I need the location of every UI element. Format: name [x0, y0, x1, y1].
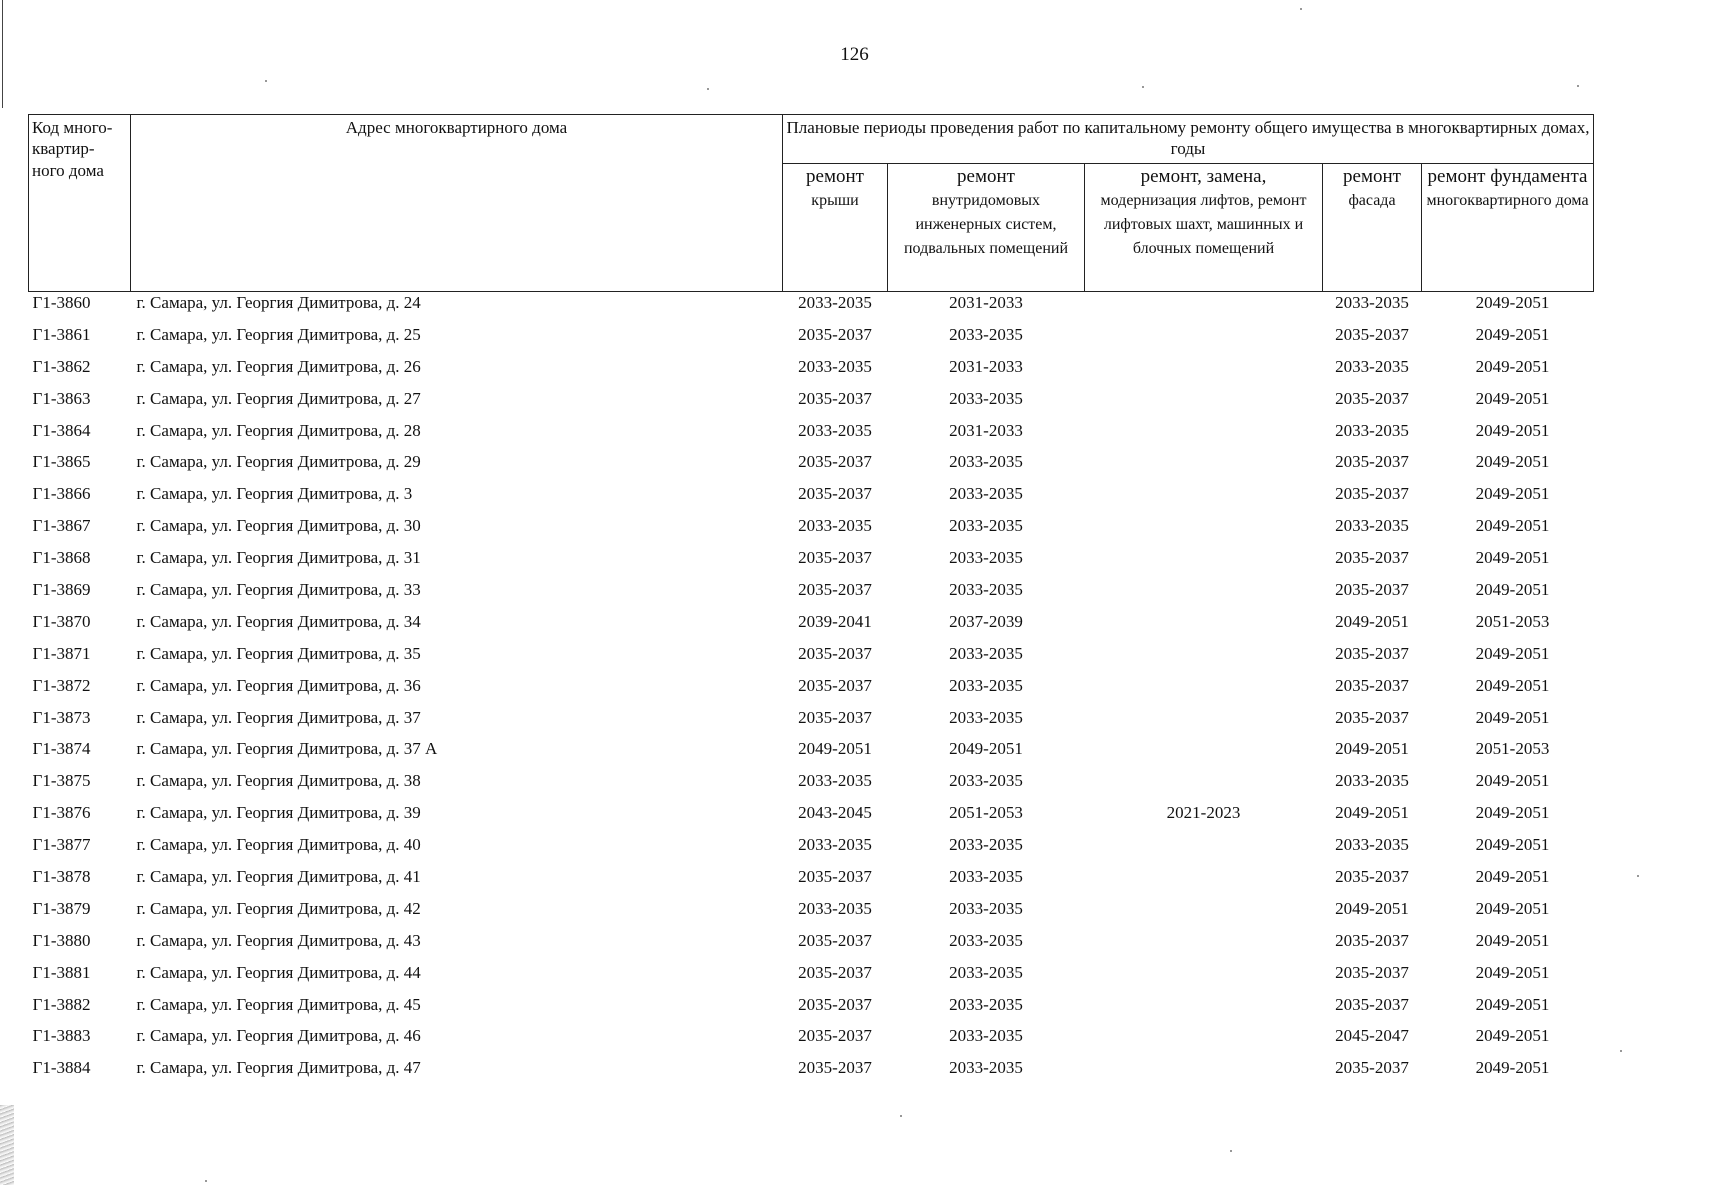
header-lifts	[1085, 164, 1323, 292]
cell-facade-repair: 2035-2037	[1335, 962, 1409, 982]
header-engineering-line1: ремонт	[957, 166, 1015, 187]
table-row	[29, 643, 1594, 675]
cell-lifts-repair	[1085, 1025, 1323, 1057]
cell-foundation-repair: 2049-2051	[1475, 1058, 1550, 1078]
table-row	[29, 483, 1594, 515]
cell-code: Г1-3862	[32, 356, 91, 376]
cell-foundation-repair: 2049-2051	[1475, 675, 1550, 695]
table-row	[29, 1025, 1594, 1057]
cell-facade-repair: 2035-2037	[1335, 1058, 1409, 1078]
cell-facade-repair: 2033-2035	[1335, 516, 1409, 536]
cell-address: г. Самара, ул. Георгия Димитрова, д. 37	[136, 707, 421, 727]
cell-foundation-repair: 2049-2051	[1475, 835, 1550, 855]
table-row	[29, 1057, 1594, 1089]
cell-address: г. Самара, ул. Георгия Димитрова, д. 29	[136, 452, 421, 472]
cell-foundation-repair: 2049-2051	[1475, 1026, 1550, 1046]
cell-foundation-repair: 2051-2053	[1475, 611, 1550, 631]
cell-lifts-repair	[1085, 962, 1323, 994]
cell-address: г. Самара, ул. Георгия Димитрова, д. 25	[136, 324, 421, 344]
scan-speck	[1142, 86, 1144, 88]
cell-roof-repair: 2035-2037	[798, 324, 872, 344]
cell-code: Г1-3864	[32, 420, 91, 440]
cell-code: Г1-3871	[32, 643, 91, 663]
cell-lifts-repair	[1085, 994, 1323, 1026]
header-planned-periods: Плановые периоды проведения работ по капитальному ремонту общего имущества в многоквартирных домах, годы	[783, 115, 1594, 164]
table-row	[29, 994, 1594, 1026]
cell-foundation-repair: 2049-2051	[1475, 388, 1550, 408]
cell-lifts-repair	[1085, 388, 1323, 420]
cell-engineering-repair: 2033-2035	[949, 898, 1023, 918]
cell-roof-repair: 2035-2037	[798, 1058, 872, 1078]
cell-facade-repair: 2049-2051	[1335, 898, 1409, 918]
cell-facade-repair: 2035-2037	[1335, 324, 1409, 344]
cell-engineering-repair: 2031-2033	[949, 293, 1023, 312]
table-row	[29, 802, 1594, 834]
cell-roof-repair: 2035-2037	[798, 580, 872, 600]
cell-facade-repair: 2035-2037	[1335, 675, 1409, 695]
cell-facade-repair: 2035-2037	[1335, 452, 1409, 472]
cell-lifts-repair	[1085, 898, 1323, 930]
cell-foundation-repair: 2049-2051	[1475, 293, 1550, 312]
header-engineering-line2: внутридомовых инженерных систем, подвальных помещений	[903, 191, 1068, 257]
cell-code: Г1-3872	[32, 675, 91, 695]
cell-engineering-repair: 2033-2035	[949, 324, 1023, 344]
cell-engineering-repair: 2033-2035	[949, 867, 1023, 887]
header-code: Код много-квартир-ного дома	[29, 115, 131, 292]
cell-roof-repair: 2033-2035	[798, 420, 872, 440]
cell-engineering-repair: 2033-2035	[949, 452, 1023, 472]
cell-address: г. Самара, ул. Георгия Димитрова, д. 39	[136, 803, 421, 823]
cell-code: Г1-3880	[32, 930, 91, 950]
table-row	[29, 579, 1594, 611]
cell-address: г. Самара, ул. Георгия Димитрова, д. 44	[136, 962, 421, 982]
cell-address: г. Самара, ул. Георгия Димитрова, д. 47	[136, 1058, 421, 1078]
header-roof	[783, 164, 888, 292]
table-row	[29, 451, 1594, 483]
cell-roof-repair: 2035-2037	[798, 484, 872, 504]
header-lifts-line2: модернизация лифтов, ремонт лифтовых шахт, машинных и блочных помещений	[1100, 191, 1307, 257]
cell-lifts-repair	[1085, 707, 1323, 739]
cell-address: г. Самара, ул. Георгия Димитрова, д. 36	[136, 675, 421, 695]
cell-foundation-repair: 2049-2051	[1475, 771, 1550, 791]
cell-lifts-repair: 2021-2023	[1166, 803, 1241, 823]
cell-roof-repair: 2035-2037	[798, 388, 872, 408]
cell-roof-repair: 2039-2041	[798, 611, 872, 631]
cell-code: Г1-3879	[32, 898, 91, 918]
table-row	[29, 611, 1594, 643]
cell-code: Г1-3870	[32, 611, 91, 631]
cell-code: Г1-3865	[32, 452, 91, 472]
cell-foundation-repair: 2049-2051	[1475, 452, 1550, 472]
cell-address: г. Самара, ул. Георгия Димитрова, д. 30	[136, 516, 421, 536]
cell-roof-repair: 2033-2035	[798, 516, 872, 536]
scan-edge-artifact	[0, 1105, 14, 1185]
cell-engineering-repair: 2051-2053	[949, 803, 1023, 823]
cell-facade-repair: 2035-2037	[1335, 707, 1409, 727]
cell-code: Г1-3875	[32, 771, 91, 791]
cell-code: Г1-3877	[32, 835, 91, 855]
cell-lifts-repair	[1085, 930, 1323, 962]
cell-lifts-repair	[1085, 515, 1323, 547]
scan-speck	[265, 80, 267, 82]
header-facade-line2: фасада	[1348, 191, 1396, 209]
cell-code: Г1-3884	[32, 1058, 91, 1078]
table-row	[29, 738, 1594, 770]
cell-code: Г1-3873	[32, 707, 91, 727]
cell-address: г. Самара, ул. Георгия Димитрова, д. 31	[136, 548, 421, 568]
cell-code: Г1-3869	[32, 580, 91, 600]
scan-speck	[1577, 85, 1579, 87]
cell-address: г. Самара, ул. Георгия Димитрова, д. 45	[136, 994, 421, 1014]
cell-code: Г1-3883	[32, 1026, 91, 1046]
cell-lifts-repair	[1085, 1057, 1323, 1089]
cell-lifts-repair	[1085, 356, 1323, 388]
cell-code: Г1-3874	[32, 739, 91, 759]
cell-address: г. Самара, ул. Георгия Димитрова, д. 24	[136, 293, 421, 312]
cell-address: г. Самара, ул. Георгия Димитрова, д. 46	[136, 1026, 421, 1046]
scan-speck	[1230, 1150, 1232, 1152]
cell-roof-repair: 2043-2045	[798, 803, 872, 823]
cell-roof-repair: 2035-2037	[798, 962, 872, 982]
cell-foundation-repair: 2049-2051	[1475, 420, 1550, 440]
header-roof-line1: ремонт	[806, 166, 864, 187]
cell-roof-repair: 2035-2037	[798, 867, 872, 887]
cell-lifts-repair	[1085, 420, 1323, 452]
cell-code: Г1-3861	[32, 324, 91, 344]
cell-engineering-repair: 2037-2039	[949, 611, 1023, 631]
cell-engineering-repair: 2033-2035	[949, 1026, 1023, 1046]
cell-foundation-repair: 2049-2051	[1475, 707, 1550, 727]
cell-roof-repair: 2049-2051	[798, 739, 872, 759]
table-row	[29, 834, 1594, 866]
cell-engineering-repair: 2033-2035	[949, 835, 1023, 855]
header-lifts-line1: ремонт, замена,	[1140, 166, 1267, 187]
table-row	[29, 292, 1594, 324]
cell-facade-repair: 2049-2051	[1335, 739, 1409, 759]
table-row	[29, 962, 1594, 994]
cell-address: г. Самара, ул. Георгия Димитрова, д. 26	[136, 356, 421, 376]
cell-roof-repair: 2035-2037	[798, 675, 872, 695]
cell-code: Г1-3882	[32, 994, 91, 1014]
cell-address: г. Самара, ул. Георгия Димитрова, д. 27	[136, 388, 421, 408]
cell-engineering-repair: 2031-2033	[949, 356, 1023, 376]
cell-roof-repair: 2035-2037	[798, 548, 872, 568]
cell-engineering-repair: 2033-2035	[949, 1058, 1023, 1078]
header-foundation-line1: ремонт фундамента	[1427, 166, 1588, 187]
cell-lifts-repair	[1085, 324, 1323, 356]
cell-address: г. Самара, ул. Георгия Димитрова, д. 3	[136, 484, 413, 504]
scan-speck	[1637, 875, 1639, 877]
cell-engineering-repair: 2033-2035	[949, 962, 1023, 982]
table-row	[29, 707, 1594, 739]
scan-speck	[900, 1115, 902, 1117]
table-row	[29, 675, 1594, 707]
cell-facade-repair: 2033-2035	[1335, 293, 1409, 312]
cell-code: Г1-3876	[32, 803, 91, 823]
cell-facade-repair: 2045-2047	[1335, 1026, 1409, 1046]
cell-engineering-repair: 2033-2035	[949, 516, 1023, 536]
cell-address: г. Самара, ул. Георгия Димитрова, д. 41	[136, 867, 421, 887]
cell-foundation-repair: 2051-2053	[1475, 739, 1550, 759]
cell-facade-repair: 2035-2037	[1335, 994, 1409, 1014]
cell-address: г. Самара, ул. Георгия Димитрова, д. 34	[136, 611, 421, 631]
cell-foundation-repair: 2049-2051	[1475, 962, 1550, 982]
table-row	[29, 930, 1594, 962]
cell-foundation-repair: 2049-2051	[1475, 643, 1550, 663]
scan-speck	[205, 1180, 207, 1182]
cell-facade-repair: 2035-2037	[1335, 930, 1409, 950]
cell-roof-repair: 2033-2035	[798, 771, 872, 791]
cell-roof-repair: 2035-2037	[798, 994, 872, 1014]
cell-address: г. Самара, ул. Георгия Димитрова, д. 42	[136, 898, 421, 918]
header-facade-line1: ремонт	[1343, 166, 1401, 187]
header-foundation	[1422, 164, 1594, 292]
scan-speck	[1300, 8, 1302, 10]
cell-facade-repair: 2033-2035	[1335, 771, 1409, 791]
header-roof-line2: крыши	[811, 191, 859, 209]
cell-facade-repair: 2049-2051	[1335, 803, 1409, 823]
cell-code: Г1-3881	[32, 962, 91, 982]
table-header	[29, 115, 1594, 292]
cell-foundation-repair: 2049-2051	[1475, 898, 1550, 918]
cell-foundation-repair: 2049-2051	[1475, 803, 1550, 823]
cell-code: Г1-3878	[32, 867, 91, 887]
cell-engineering-repair: 2033-2035	[949, 707, 1023, 727]
cell-facade-repair: 2035-2037	[1335, 484, 1409, 504]
cell-facade-repair: 2033-2035	[1335, 835, 1409, 855]
cell-lifts-repair	[1085, 451, 1323, 483]
cell-foundation-repair: 2049-2051	[1475, 548, 1550, 568]
cell-code: Г1-3868	[32, 548, 91, 568]
cell-roof-repair: 2033-2035	[798, 293, 872, 312]
scan-speck	[1620, 1050, 1622, 1052]
cell-lifts-repair	[1085, 866, 1323, 898]
cell-address: г. Самара, ул. Георгия Димитрова, д. 43	[136, 930, 421, 950]
cell-engineering-repair: 2033-2035	[949, 548, 1023, 568]
cell-foundation-repair: 2049-2051	[1475, 484, 1550, 504]
cell-code: Г1-3860	[32, 293, 91, 312]
cell-lifts-repair	[1085, 547, 1323, 579]
cell-facade-repair: 2035-2037	[1335, 388, 1409, 408]
cell-roof-repair: 2035-2037	[798, 930, 872, 950]
header-address: Адрес многоквартирного дома	[131, 115, 783, 292]
cell-roof-repair: 2033-2035	[798, 835, 872, 855]
cell-lifts-repair	[1085, 643, 1323, 675]
cell-engineering-repair: 2033-2035	[949, 388, 1023, 408]
cell-lifts-repair	[1085, 292, 1323, 324]
cell-facade-repair: 2035-2037	[1335, 580, 1409, 600]
cell-engineering-repair: 2033-2035	[949, 930, 1023, 950]
table-row	[29, 356, 1594, 388]
cell-lifts-repair	[1085, 483, 1323, 515]
cell-lifts-repair	[1085, 834, 1323, 866]
cell-roof-repair: 2035-2037	[798, 643, 872, 663]
cell-foundation-repair: 2049-2051	[1475, 356, 1550, 376]
cell-facade-repair: 2033-2035	[1335, 356, 1409, 376]
header-facade	[1323, 164, 1422, 292]
cell-code: Г1-3867	[32, 516, 91, 536]
cell-foundation-repair: 2049-2051	[1475, 867, 1550, 887]
cell-address: г. Самара, ул. Георгия Димитрова, д. 33	[136, 580, 421, 600]
cell-facade-repair: 2035-2037	[1335, 643, 1409, 663]
page-number: 126	[840, 44, 869, 65]
cell-code: Г1-3863	[32, 388, 91, 408]
header-engineering	[888, 164, 1085, 292]
table-row	[29, 420, 1594, 452]
cell-engineering-repair: 2033-2035	[949, 994, 1023, 1014]
cell-address: г. Самара, ул. Георгия Димитрова, д. 35	[136, 643, 421, 663]
cell-lifts-repair	[1085, 738, 1323, 770]
cell-roof-repair: 2033-2035	[798, 356, 872, 376]
cell-foundation-repair: 2049-2051	[1475, 930, 1550, 950]
cell-foundation-repair: 2049-2051	[1475, 580, 1550, 600]
cell-engineering-repair: 2033-2035	[949, 675, 1023, 695]
cell-facade-repair: 2035-2037	[1335, 548, 1409, 568]
cell-roof-repair: 2033-2035	[798, 898, 872, 918]
cell-engineering-repair: 2049-2051	[949, 739, 1023, 759]
cell-lifts-repair	[1085, 675, 1323, 707]
cell-facade-repair: 2049-2051	[1335, 611, 1409, 631]
table-row	[29, 547, 1594, 579]
cell-engineering-repair: 2033-2035	[949, 771, 1023, 791]
cell-roof-repair: 2035-2037	[798, 1026, 872, 1046]
cell-facade-repair: 2033-2035	[1335, 420, 1409, 440]
cell-code: Г1-3866	[32, 484, 91, 504]
table-row	[29, 515, 1594, 547]
table-row	[29, 388, 1594, 420]
table-body	[29, 292, 1594, 1090]
cell-foundation-repair: 2049-2051	[1475, 324, 1550, 344]
cell-engineering-repair: 2033-2035	[949, 643, 1023, 663]
cell-engineering-repair: 2033-2035	[949, 580, 1023, 600]
table-row	[29, 770, 1594, 802]
capital-repair-table	[28, 114, 1594, 1089]
header-foundation-line2: многоквартирного дома	[1426, 191, 1589, 209]
scan-speck	[707, 88, 709, 90]
cell-lifts-repair	[1085, 770, 1323, 802]
cell-foundation-repair: 2049-2051	[1475, 516, 1550, 536]
table-row	[29, 898, 1594, 930]
cell-address: г. Самара, ул. Георгия Димитрова, д. 37 А	[136, 739, 438, 759]
cell-address: г. Самара, ул. Георгия Димитрова, д. 28	[136, 420, 421, 440]
cell-roof-repair: 2035-2037	[798, 452, 872, 472]
cell-address: г. Самара, ул. Георгия Димитрова, д. 38	[136, 771, 421, 791]
cell-foundation-repair: 2049-2051	[1475, 994, 1550, 1014]
cell-engineering-repair: 2031-2033	[949, 420, 1023, 440]
cell-facade-repair: 2035-2037	[1335, 867, 1409, 887]
cell-lifts-repair	[1085, 579, 1323, 611]
cell-lifts-repair	[1085, 611, 1323, 643]
table-row	[29, 324, 1594, 356]
table-row	[29, 866, 1594, 898]
cell-roof-repair: 2035-2037	[798, 707, 872, 727]
cell-engineering-repair: 2033-2035	[949, 484, 1023, 504]
cell-address: г. Самара, ул. Георгия Димитрова, д. 40	[136, 835, 421, 855]
